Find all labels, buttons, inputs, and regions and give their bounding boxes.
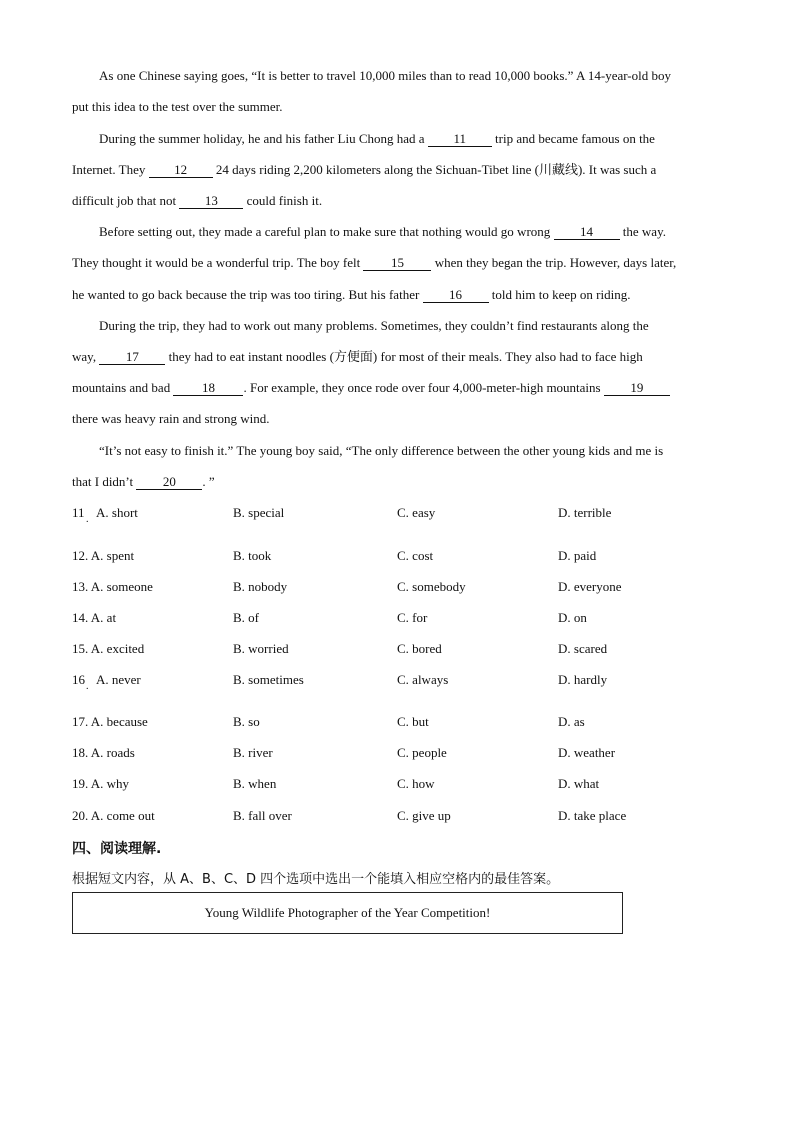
p2-line2: Internet. They 12 24 days riding 2,200 kilometers along the Sichuan-Tibet line (川藏线). It was such a [72,162,657,177]
question-16 [72,672,724,692]
option-b[interactable]: B. special [233,505,285,520]
option-a[interactable]: 14. A. at [72,610,117,625]
option-a[interactable]: 15. A. excited [72,641,145,656]
option-c[interactable]: C. somebody [397,579,466,594]
p4-line2: way, 17 they had to eat instant noodles (方便面) for most of their meals. They also had to face high [72,349,643,364]
question-13 [72,579,724,599]
option-b[interactable]: B. when [233,776,277,791]
option-d[interactable]: D. scared [558,641,608,656]
blank-12[interactable]: 12 [149,163,213,178]
option-a[interactable]: 20. A. come out [72,808,155,823]
question-19 [72,776,724,796]
question-11 [72,505,724,525]
option-c[interactable]: C. for [397,610,428,625]
p3-line2: They thought it would be a wonderful trip. The boy felt 15 when they began the trip. However, days later, [72,255,677,270]
option-c[interactable]: C. give up [397,808,451,823]
question-number: 11 [72,505,85,520]
option-a[interactable]: 19. A. why [72,776,130,791]
p4-line4: there was heavy rain and strong wind. [72,411,270,426]
option-b[interactable]: B. nobody [233,579,288,594]
option-d[interactable]: D. terrible [558,505,612,520]
blank-16[interactable]: 16 [423,288,489,303]
option-d[interactable]: D. take place [558,808,627,823]
p5-line2: that I didn’t 20 . ” [72,474,215,489]
option-a[interactable]: A. never [96,672,141,687]
blank-19[interactable]: 19 [604,381,670,396]
option-b[interactable]: B. river [233,745,273,760]
option-a[interactable]: 12. A. spent [72,548,135,563]
option-a[interactable]: 17. A. because [72,714,148,729]
option-c[interactable]: C. always [397,672,449,687]
passage-title: Young Wildlife Photographer of the Year Competition! [204,905,491,920]
option-d[interactable]: D. as [558,714,585,729]
p2-line1: During the summer holiday, he and his father Liu Chong had a 11 trip and became famous on the [99,131,655,146]
option-b[interactable]: B. fall over [233,808,292,823]
option-c[interactable]: C. how [397,776,435,791]
blank-18[interactable]: 18 [173,381,243,396]
option-b[interactable]: B. so [233,714,260,729]
option-d[interactable]: D. weather [558,745,616,760]
question-12 [72,548,724,568]
option-a[interactable]: A. short [96,505,138,520]
blank-20[interactable]: 20 [136,475,202,490]
p2-line3: difficult job that not 13 could finish it. [72,193,323,208]
question-20 [72,808,724,828]
option-b[interactable]: B. worried [233,641,289,656]
question-17 [72,714,724,734]
question-dot-mark: . [86,514,89,525]
p1-line2: put this idea to the test over the summer. [72,99,283,114]
option-a[interactable]: 18. A. roads [72,745,135,760]
question-number: 16 [72,672,85,687]
question-15 [72,641,724,661]
p5-line1: “It’s not easy to finish it.” The young boy said, “The only difference between the other young kids and me is [99,443,664,458]
question-18 [72,745,724,765]
option-d[interactable]: D. everyone [558,579,622,594]
question-dot-mark: . [86,681,89,692]
question-14 [72,610,724,630]
option-b[interactable]: B. sometimes [233,672,304,687]
p3-line3: he wanted to go back because the trip was too tiring. But his father 16 told him to keep on riding. [72,287,631,302]
passage-title-box [72,892,623,934]
option-c[interactable]: C. but [397,714,429,729]
section-heading: 四、阅读理解. [72,841,162,857]
option-b[interactable]: B. of [233,610,259,625]
option-d[interactable]: D. hardly [558,672,608,687]
section-instruction: 根据短文内容，从 A、B、C、D 四个选项中选出一个能填入相应空格内的最佳答案。 [72,872,560,887]
p4-line1: During the trip, they had to work out many problems. Sometimes, they couldn’t find restaurants along the [99,318,649,333]
blank-14[interactable]: 14 [554,225,620,240]
option-b[interactable]: B. took [233,548,272,563]
blank-15[interactable]: 15 [363,256,431,271]
option-a[interactable]: 13. A. someone [72,579,153,594]
blank-11[interactable]: 11 [428,132,492,147]
option-c[interactable]: C. bored [397,641,442,656]
option-c[interactable]: C. easy [397,505,436,520]
p3-line1: Before setting out, they made a careful plan to make sure that nothing would go wrong 14 the way. [99,224,666,239]
option-c[interactable]: C. cost [397,548,434,563]
blank-17[interactable]: 17 [99,350,165,365]
option-d[interactable]: D. what [558,776,600,791]
option-d[interactable]: D. paid [558,548,597,563]
p1-line1: As one Chinese saying goes, “It is better to travel 10,000 miles than to read 10,000 books.” A 14-year-old boy [99,68,671,83]
p4-line3: mountains and bad 18 . For example, they once rode over four 4,000-meter-high mountains 19 [72,372,724,403]
blank-13[interactable]: 13 [179,194,243,209]
option-c[interactable]: C. people [397,745,447,760]
option-d[interactable]: D. on [558,610,587,625]
